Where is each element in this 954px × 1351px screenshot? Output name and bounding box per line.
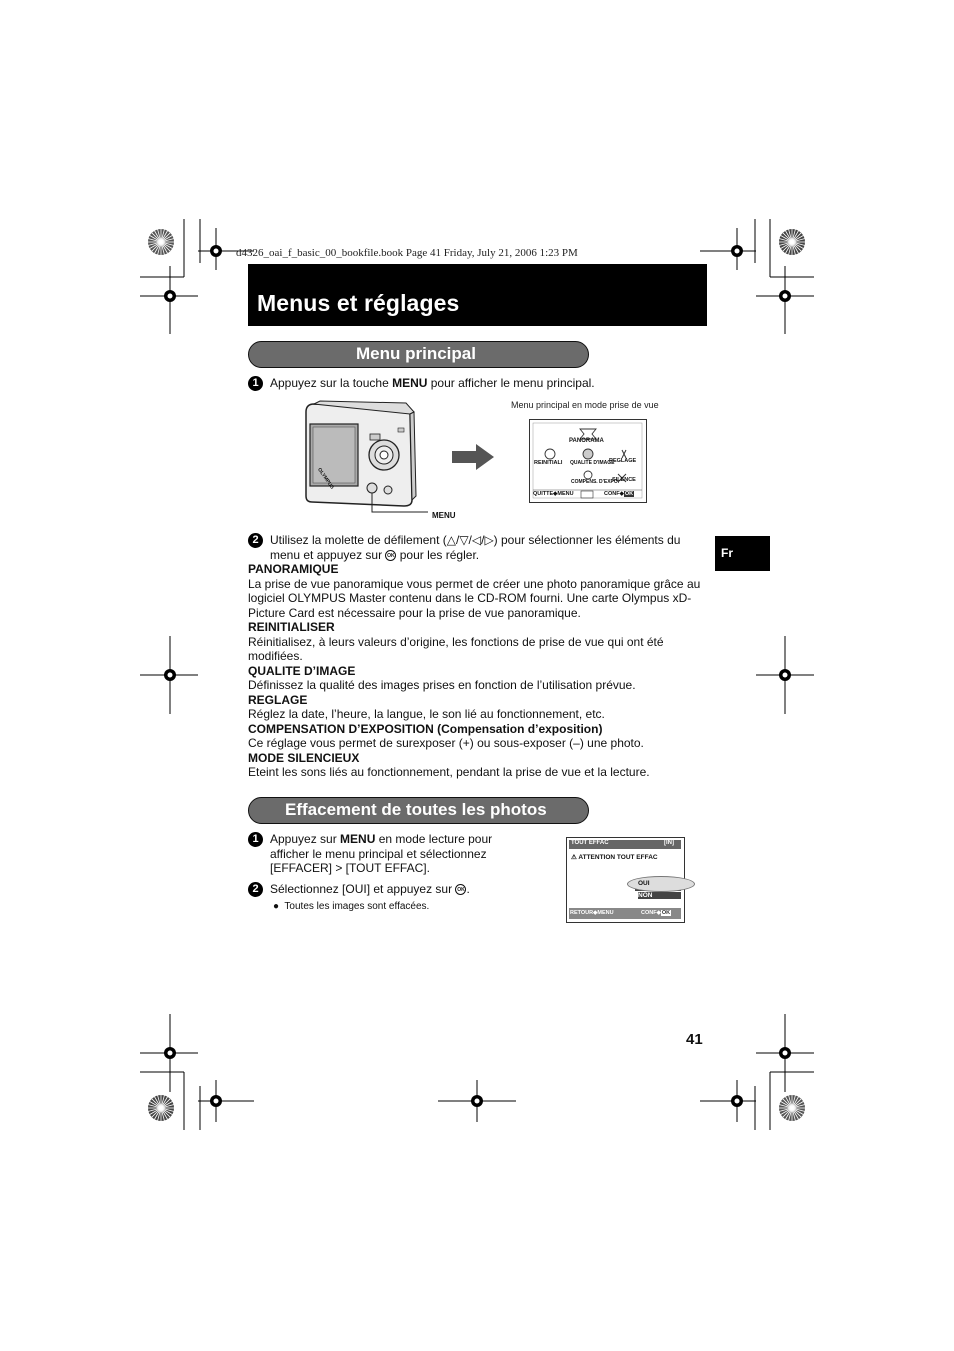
menu-button-label: MENU [432,511,456,520]
title-bar [248,264,707,326]
step-1-text: Appuyez sur MENU en mode lecture pour afficher le menu principal et sélectionnez [EFFACER] > [TOUT EFFAC]. [270,832,493,875]
warning-icon: ⚠ [571,854,579,861]
step-2-text: Sélectionnez [OUI] et appuyez sur OK . [270,882,470,896]
lcd-quitte: QUITTE◆MENU [533,491,574,497]
menu-item-description: Réinitialisez, à leurs valeurs d’origine, les fonctions de prise de vue qui ont été [248,634,664,649]
menu-item-description: Définissez la qualité des images prises en fonction de l’utilisation prévue. [248,678,636,692]
page-title: Menus et réglages [257,290,460,316]
menu-item-description: Picture Card est nécessaire pour la prise de vue panoramique. [248,605,581,620]
menu-item-heading: REINITIALISER [248,620,335,634]
arrow-right-icon [452,444,496,470]
menu-item-description: Eteint les sons liés au fonctionnement, pendant la prise de vue et la lecture. [248,765,650,779]
menu-item-description: Réglez la date, l’heure, la langue, le son lié au fonctionnement, etc. [248,707,605,721]
bullet-note: ● Toutes les images sont effacées. [273,901,430,912]
section-title: Effacement de toutes les photos [285,800,547,819]
menu-item-description: logiciel OLYMPUS Master contenu dans le CD-ROM fourni. Une carte Olympus xD- [248,591,692,605]
step-number: 1 [248,832,263,847]
lcd-reinit: REINITIALI [534,460,563,466]
lcd-conf: CONF◆OK [604,491,634,497]
menu-item-description: modifiées. [248,649,303,663]
lcd-qualite: QUALITE D'IMAGE [570,460,615,466]
menu-item-heading: REGLAGE [248,692,308,707]
camera-brand: OLYMPUS [316,467,335,491]
lcd-reglage: REGLAGE [609,458,637,464]
lcd-compens: COMPENS. D'EXPO. [571,479,620,485]
lcd-back: RETOUR◆MENU [570,910,614,916]
lcd-memory: [IN] [664,840,674,846]
image-caption: Menu principal en mode prise de vue [511,400,659,410]
lcd-silence: SILENCE [612,477,636,483]
lcd-header: TOUT EFFAC [571,840,609,846]
step-1-text: Appuyez sur la touche MENU pour afficher le menu principal. [270,376,595,390]
lcd-conf: CONF◆OK [641,910,671,916]
step-number: 2 [248,882,263,897]
section-header-effacement [248,797,589,824]
language-tab: Fr [715,536,770,571]
menu-item-heading: QUALITE D’IMAGE [248,663,356,678]
menu-item-heading: MODE SILENCIEUX [248,750,360,765]
menu-item-description: La prise de vue panoramique vous permet de créer une photo panoramique grâce au [248,576,701,591]
section-title: Menu principal [356,344,476,363]
lcd-option-yes: OUI [638,880,650,887]
page-number: 41 [686,1031,703,1048]
step-number: 1 [248,376,263,391]
menu-item-heading: PANORAMIQUE [248,562,339,576]
step-2-text: Utilisez la molette de défilement (△/▽/◁/▷) pour sélectionner les éléments du menu et appuyez sur OK pour les régler. [270,533,681,562]
file-header: d4326_oai_f_basic_00_bookfile.book Page 41 Friday, July 21, 2006 1:23 PM [236,247,578,259]
menu-item-heading: COMPENSATION D’EXPOSITION (Compensation d’exposition) [248,721,603,736]
menu-item-descriptions [248,562,708,780]
camera-illustration [300,400,470,525]
lcd-main-menu [529,419,647,503]
ok-button-icon: OK [455,884,466,895]
step-number: 2 [248,533,263,548]
section-header-menu-principal [248,341,589,368]
menu-item-description: Ce réglage vous permet de surexposer (+) ou sous-exposer (–) une photo. [248,736,644,750]
lcd-option-no: NON [638,892,681,899]
lcd-panorama: PANORAMA [569,438,604,444]
lcd-tout-effac [566,837,685,923]
ok-button-icon: OK [385,550,396,561]
arrow-keys-icon: △/▽/◁/▷ [446,533,494,547]
lcd-warning: ⚠ ATTENTION TOUT EFFAC [571,854,658,861]
